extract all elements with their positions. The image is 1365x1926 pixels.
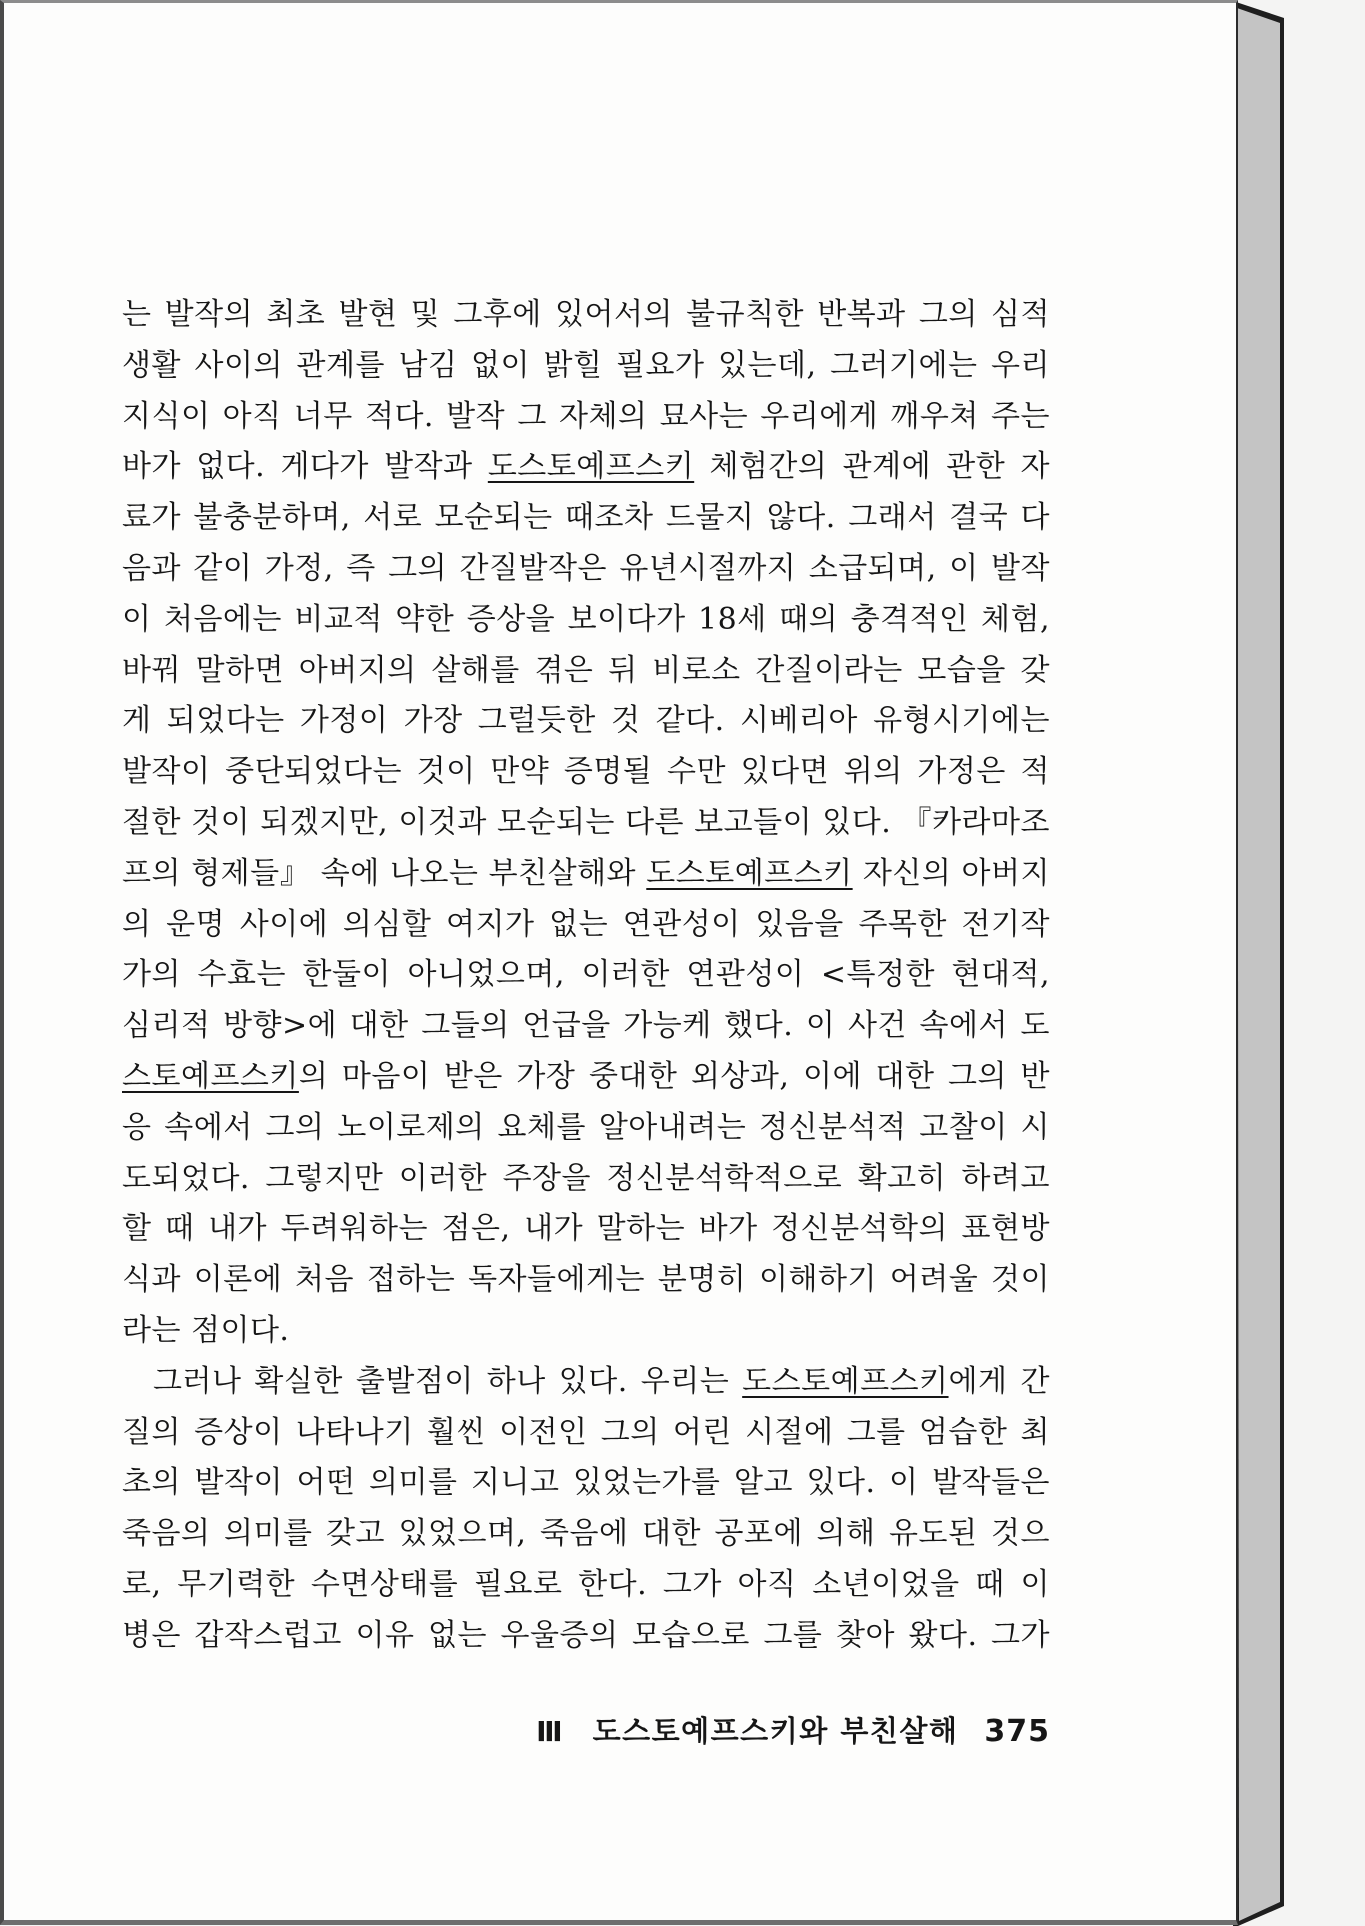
text-segment: 바가 없다. 게다가 발작과 xyxy=(122,449,488,485)
text-segment: 라는 점이다. xyxy=(122,1312,290,1348)
text-line xyxy=(122,1611,1050,1662)
text-line xyxy=(122,798,1050,849)
underlined-proper-noun: 도스토예프스키 xyxy=(487,449,695,485)
text-segment: 그러나 확실한 출발점이 하나 있다. 우리는 xyxy=(153,1363,743,1399)
text-line xyxy=(122,696,1050,747)
text-segment: 바꿔 말하면 아버지의 살해를 겪은 뒤 비로소 간질이라는 모습을 갖 xyxy=(122,652,1050,688)
text-line xyxy=(122,290,1050,341)
text-line xyxy=(122,950,1050,1001)
running-footer xyxy=(122,1709,1050,1750)
text-line xyxy=(122,900,1050,951)
text-segment: 생활 사이의 관계를 남김 없이 밝힐 필요가 있는데, 그러기에는 우리 xyxy=(122,347,1050,383)
text-segment: 의 마음이 받은 가장 중대한 외상과, 이에 대한 그의 반 xyxy=(298,1058,1050,1094)
text-line xyxy=(122,544,1050,595)
text-line xyxy=(122,1255,1050,1306)
text-segment: 질의 증상이 나타나기 훨씬 이전인 그의 어린 시절에 그를 엄습한 최 xyxy=(122,1414,1050,1450)
body-text-block xyxy=(122,290,1050,1662)
text-line xyxy=(122,1306,1050,1357)
text-line xyxy=(122,392,1050,443)
text-segment: 는 발작의 최초 발현 및 그후에 있어서의 불규칙한 반복과 그의 심적 xyxy=(122,297,1050,332)
text-line xyxy=(122,1357,1050,1408)
chapter-numeral: Ⅲ xyxy=(536,1715,563,1748)
text-segment: 료가 불충분하며, 서로 모순되는 때조차 드물지 않다. 그래서 결국 다 xyxy=(122,500,1050,536)
text-segment: 심리적 방향>에 대한 그들의 언급을 가능케 했다. 이 사건 속에서 도 xyxy=(122,1008,1050,1044)
text-segment: 음과 같이 가정, 즉 그의 간질발작은 유년시절까지 소급되며, 이 발작 xyxy=(122,550,1050,586)
text-segment: 응 속에서 그의 노이로제의 요체를 알아내려는 정신분석적 고찰이 시 xyxy=(122,1109,1050,1145)
text-segment: 이 처음에는 비교적 약한 증상을 보이다가 18세 때의 충격적인 체험, xyxy=(122,601,1050,637)
text-segment: 체험간의 관계에 관한 자 xyxy=(694,449,1050,485)
text-line xyxy=(122,849,1050,900)
text-line xyxy=(122,646,1050,697)
text-segment: 에게 간 xyxy=(948,1363,1050,1399)
underlined-proper-noun: 스토예프스키 xyxy=(122,1058,299,1094)
text-segment: 의 운명 사이에 의심할 여지가 없는 연관성이 있음을 주목한 전기작 xyxy=(122,906,1050,942)
text-segment: 게 되었다는 가정이 가장 그럴듯한 것 같다. 시베리아 유형시기에는 xyxy=(122,703,1050,739)
text-segment: 병은 갑작스럽고 이유 없는 우울증의 모습으로 그를 찾아 왔다. 그가 xyxy=(122,1617,1050,1653)
text-segment: 죽음의 의미를 갖고 있었으며, 죽음에 대한 공포에 의해 유도된 것으 xyxy=(122,1516,1050,1552)
chapter-title: 도스토예프스키와 부친살해 xyxy=(592,1714,959,1748)
page-number: 375 xyxy=(984,1714,1050,1749)
text-segment: 발작이 중단되었다는 것이 만약 증명될 수만 있다면 위의 가정은 적 xyxy=(122,754,1050,790)
text-line xyxy=(122,1001,1050,1052)
text-segment: 절한 것이 되겠지만, 이것과 모순되는 다른 보고들이 있다. 『카라마조 xyxy=(122,804,1050,840)
text-line xyxy=(122,1052,1050,1103)
text-segment: 프의 형제들』 속에 나오는 부친살해와 xyxy=(122,855,647,891)
text-segment: 가의 수효는 한둘이 아니었으며, 이러한 연관성이 <특정한 현대적, xyxy=(122,957,1050,993)
text-segment: 로, 무기력한 수면상태를 필요로 한다. 그가 아직 소년이었을 때 이 xyxy=(122,1566,1050,1602)
underlined-proper-noun: 도스토예프스키 xyxy=(742,1363,949,1399)
text-line xyxy=(122,595,1050,646)
text-line xyxy=(122,1458,1050,1509)
text-segment: 지식이 아직 너무 적다. 발작 그 자체의 묘사는 우리에게 깨우쳐 주는 xyxy=(122,398,1050,434)
text-line xyxy=(122,1204,1050,1255)
text-line xyxy=(122,1408,1050,1459)
text-line xyxy=(122,1509,1050,1560)
text-line xyxy=(122,1154,1050,1205)
text-line xyxy=(122,341,1050,392)
text-segment: 할 때 내가 두려워하는 점은, 내가 말하는 바가 정신분석학의 표현방 xyxy=(122,1211,1050,1247)
text-segment: 초의 발작이 어떤 의미를 지니고 있었는가를 알고 있다. 이 발작들은 xyxy=(122,1465,1050,1501)
text-segment: 식과 이론에 처음 접하는 독자들에게는 분명히 이해하기 어려울 것이 xyxy=(122,1262,1050,1298)
text-line xyxy=(122,1560,1050,1611)
text-line xyxy=(122,1103,1050,1154)
text-line xyxy=(122,747,1050,798)
text-line xyxy=(122,442,1050,493)
underlined-proper-noun: 도스토예프스키 xyxy=(646,855,853,891)
text-segment: 자신의 아버지 xyxy=(852,855,1050,891)
text-segment: 도되었다. 그렇지만 이러한 주장을 정신분석학적으로 확고히 하려고 xyxy=(122,1160,1050,1196)
text-line xyxy=(122,493,1050,544)
